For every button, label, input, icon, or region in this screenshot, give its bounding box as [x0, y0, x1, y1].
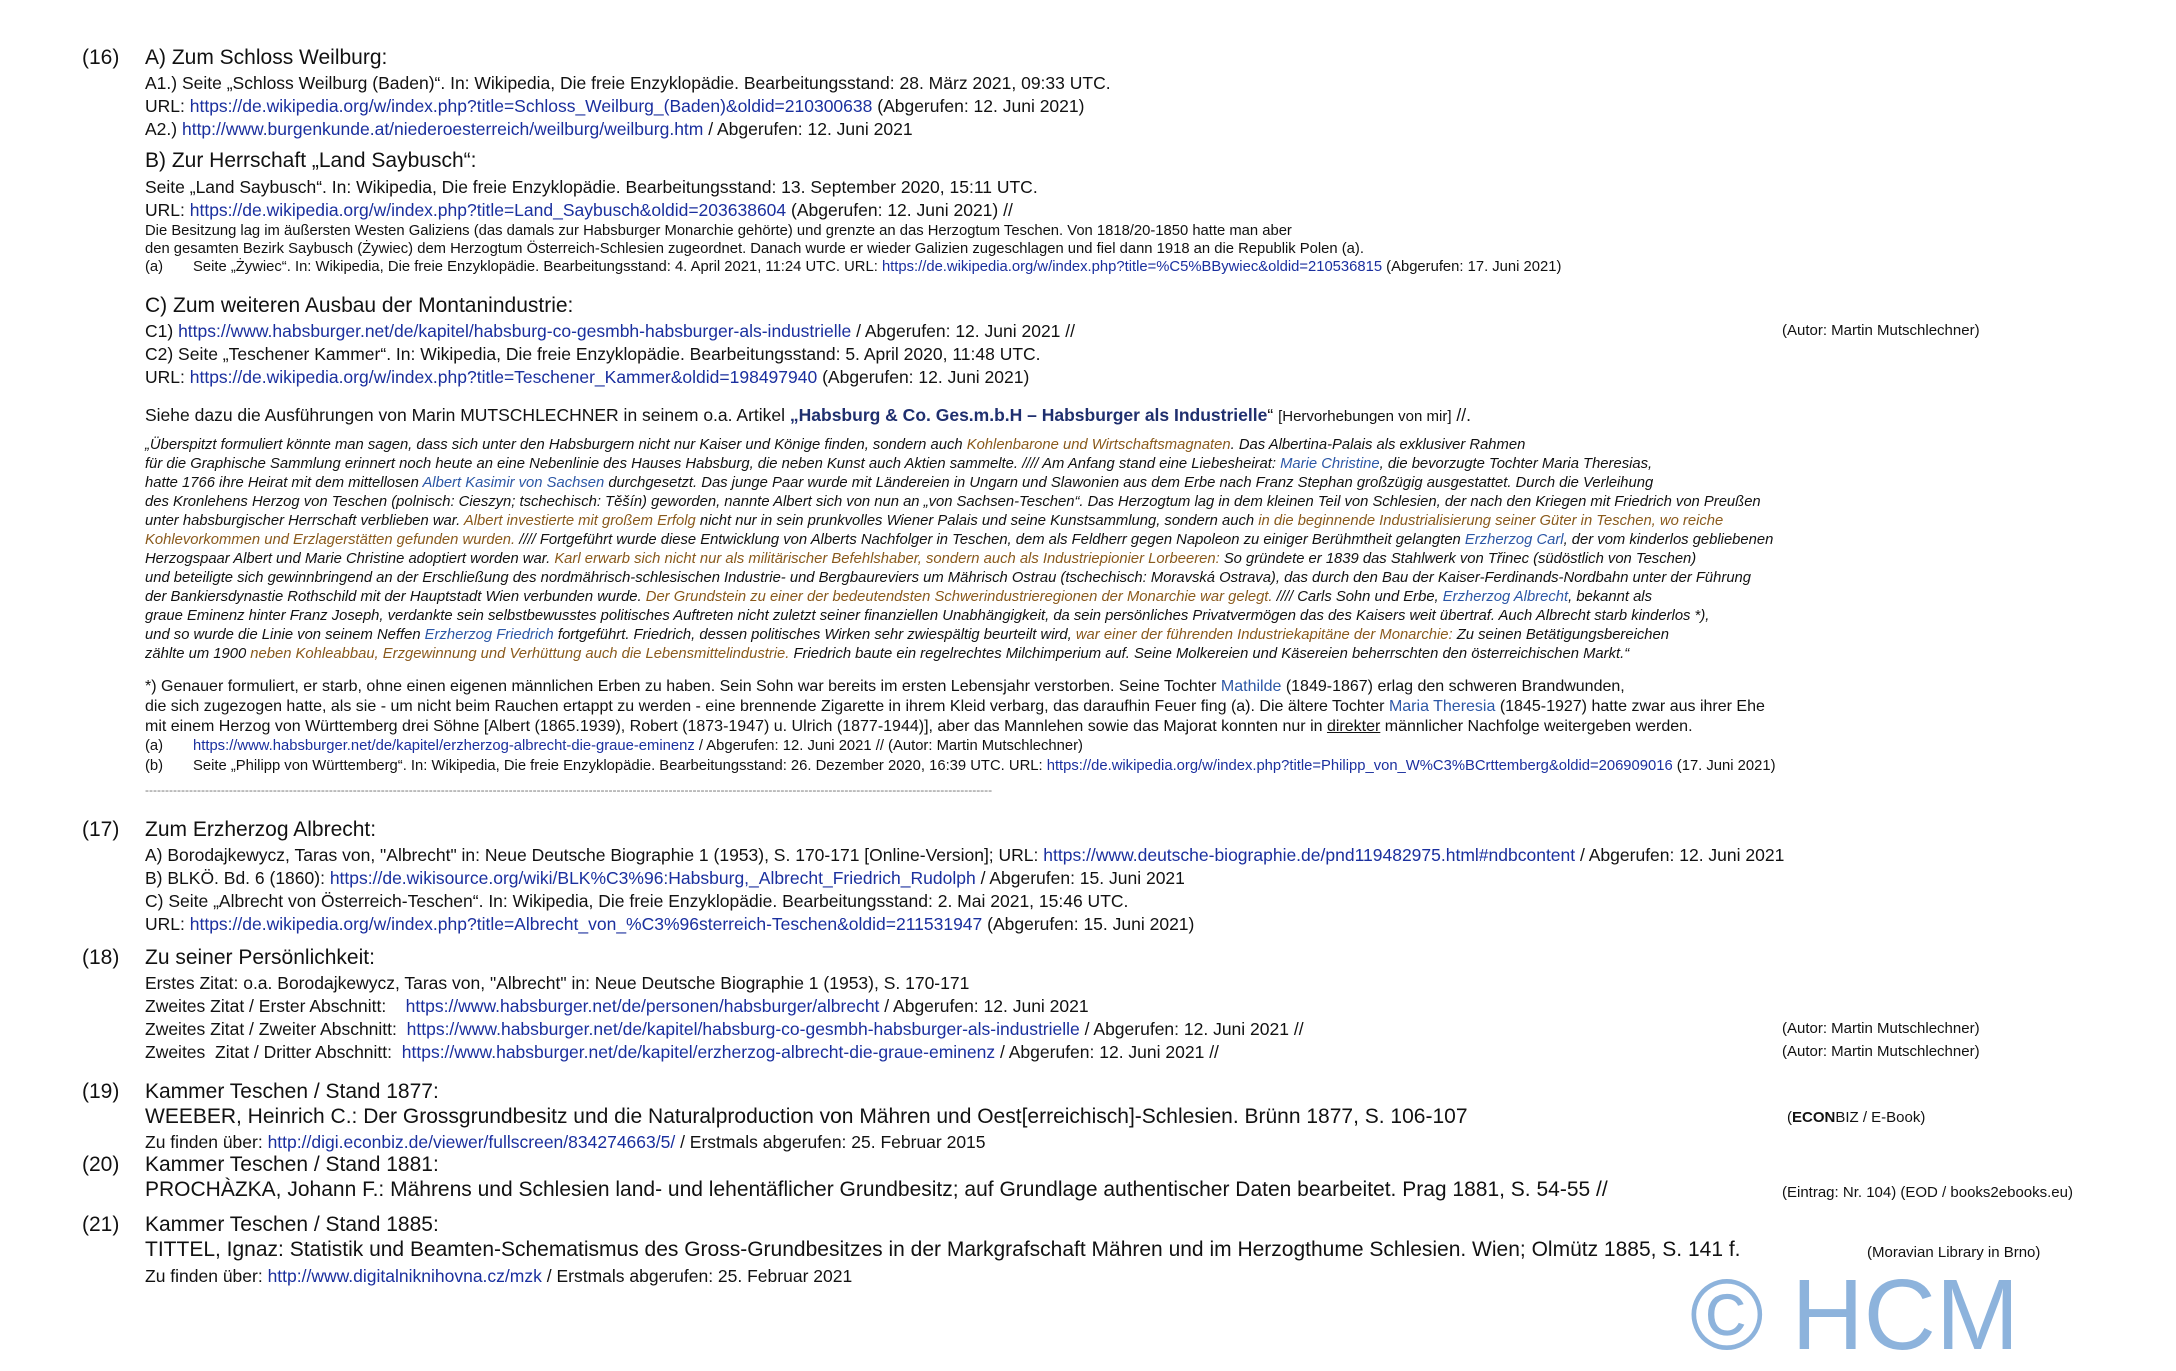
citation-line: [145, 176, 1038, 198]
highlight-text: Kohlevorkommen und Erzlagerstätten gefunden wurden.: [145, 532, 516, 548]
author-credit: (Autor: Martin Mutschlechner): [1782, 1043, 1980, 1060]
highlight-text: in die beginnende Industrialisierung seiner Güter in Teschen, wo reiche: [1258, 513, 1724, 529]
person-name: Marie Christine: [1280, 456, 1380, 472]
separator: //.: [1451, 405, 1471, 425]
url-label: URL:: [145, 96, 190, 116]
quote-text: hatte 1766 ihre Heirat mit dem mittellosen: [145, 475, 423, 491]
ref-label: (a): [145, 259, 164, 275]
quote-line: [145, 588, 1652, 607]
deutsche-biographie-link[interactable]: https://www.deutsche-biographie.de/pnd119482975.html#ndbcontent: [1043, 845, 1576, 865]
citation-line: [145, 343, 1041, 365]
digitalniknihovna-link[interactable]: http://www.digitalniknihovna.cz/mzk: [267, 1266, 542, 1286]
wikipedia-link[interactable]: https://de.wikipedia.org/w/index.php?title=Albrecht_von_%C3%96sterreich-Teschen&oldid=211531947: [189, 914, 983, 934]
note-heading: A) Zum Schloss Weilburg:: [145, 46, 388, 69]
citation-text: Seite „Land Saybusch“. In: Wikipedia, Die freie Enzyklopädie. Bearbeitungsstand: 13. September 2020, 15:11 UTC.: [145, 177, 1038, 197]
item-label: C1): [145, 321, 179, 341]
note-number: (18): [82, 946, 120, 969]
intro-text: Siehe dazu die Ausführungen von Marin MUTSCHLECHNER in seinem o.a. Artikel: [145, 405, 790, 425]
highlight-text: Kohlenbarone und Wirtschaftsmagnaten: [966, 437, 1231, 453]
citation-line: PROCHÀZKA, Johann F.: Mährens und Schlesien land- und lehentäflicher Grundbesitz; auf Grundlage authentischer Daten bearbeitet. Prag 1881, S. 54-55 //: [145, 1178, 1608, 1201]
footnote-reference: [145, 757, 1776, 775]
person-name: Maria Theresia: [1388, 698, 1496, 715]
retrieval-date: / Abgerufen: 12. Juni 2021 //: [995, 1042, 1219, 1062]
citation-text: A) Borodajkewycz, Taras von, "Albrecht" in: Neue Deutsche Biographie 1 (1953), S. 170-171 [Online-Version]; URL:: [145, 845, 1044, 865]
highlight-text: Der Grundstein zu einer der bedeutendsten Schwerindustrieregionen der Monarchie war gelegt.: [645, 589, 1273, 605]
quote-text: und so wurde die Linie von seinem Neffen: [145, 627, 425, 643]
body-text: den gesamten Bezirk Saybusch (Żywiec) dem Herzogtum Österreich-Schlesien zugeordnet. Danach wurde er wieder Galizien zugeschlagen und fiel dann 1918 an die Republik Polen (a).: [145, 241, 1364, 257]
quote-text: Zu seinen Betätigungsbereichen: [1452, 627, 1669, 643]
citation-line: [145, 1041, 1219, 1063]
econbiz-link[interactable]: http://digi.econbiz.de/viewer/fullscreen/834274663/5/: [267, 1132, 676, 1152]
highlight-text: Karl erwarb sich nicht nur als militärischer Befehlshaber, sondern auch als Industriepionier Lorbeeren:: [554, 551, 1220, 567]
quote-text: , bekannt als: [1568, 589, 1652, 605]
note-heading: Kammer Teschen / Stand 1877:: [145, 1080, 439, 1103]
quote-text: für die Graphische Sammlung erinnert noch heute an eine Nebenlinie des Hauses Habsburg, die neben Kunst auch Aktien sammelte. //// Am Anfang stand eine Liebesheirat:: [145, 456, 1281, 472]
burgenkunde-link[interactable]: http://www.burgenkunde.at/niederoesterreich/weilburg/weilburg.htm: [181, 119, 704, 139]
quote-mark: “: [1267, 405, 1279, 425]
note-number: (17): [82, 818, 120, 841]
url-line: [145, 913, 1194, 935]
retrieval-date: / Erstmals abgerufen: 25. Februar 2015: [675, 1132, 986, 1152]
footnote-text: mit einem Herzog von Württemberg drei Söhne [Albert (1865.1939), Robert (1873-1947) u. Ulrich (1877-1944)], aber das Mannlehen sowie das Majorat konnten nur in: [145, 718, 1327, 735]
source-brand: ECON: [1792, 1109, 1836, 1126]
body-text: Die Besitzung lag im äußersten Westen Galiziens (das damals zur Habsburger Monarchie gehörte) und grenzte an das Herzogtum Teschen. Von 1818/20-1850 hatte man aber: [145, 223, 1292, 239]
note-number: (20): [82, 1153, 120, 1176]
citation-line: [145, 1018, 1304, 1040]
note-number: (19): [82, 1080, 120, 1103]
person-name: Erzherzog Friedrich: [424, 627, 554, 643]
quote-text: der Bankiersdynastie Rothschild mit der Hauptstadt Wien verbunden wurde.: [145, 589, 646, 605]
source-text: BIZ / E-Book): [1835, 1109, 1926, 1126]
quote-line: [145, 512, 1723, 531]
url-line: [145, 95, 1084, 117]
underlined-word: direkter: [1326, 718, 1381, 735]
wikisource-link[interactable]: https://de.wikisource.org/wiki/BLK%C3%96:Habsburg,_Albrecht_Friedrich_Rudolph: [329, 868, 976, 888]
quote-text: //// Carls Sohn und Erbe,: [1272, 589, 1443, 605]
url-label: URL:: [145, 367, 190, 387]
citation-text: Zweites Zitat / Zweiter Abschnitt:: [145, 1019, 407, 1039]
quote-line: des Kronlehens Herzog von Teschen (polnisch: Cieszyn; tschechisch: Těšín) geworden, nannte Albert sich von nun an „von Sachsen-Teschen“. Das Herzogtum lag in dem kleinen Teil von Schlesien, der nach den Kriegen mit Friedrich von Preußen: [145, 494, 1761, 510]
quote-line: graue Eminenz hinter Franz Joseph, verdankte sein selbstbewusstes politisches Auftreten nicht zuletzt seiner finanziellen Unabhängigkeit, da sein persönliches Privatvermögen das des Kaisers weit übertraf. Auch Albrecht starb kinderlos *),: [145, 608, 1710, 624]
item-label: A2.): [145, 119, 182, 139]
person-name: Albert Kasimir von Sachsen: [422, 475, 605, 491]
citation-text: A1.) Seite „Schloss Weilburg (Baden)“. In: Wikipedia, Die freie Enzyklopädie. Bearbeitungsstand: 28. März 2021, 09:33 UTC.: [145, 73, 1111, 93]
url-line: [145, 320, 1075, 342]
note-heading: Zum Erzherzog Albrecht:: [145, 818, 377, 841]
wikipedia-link[interactable]: https://de.wikipedia.org/w/index.php?title=Teschener_Kammer&oldid=198497940: [189, 367, 818, 387]
quote-text: //// Fortgeführt wurde diese Entwicklung von Alberts Nachfolger in Teschen, dem als Feldherr gegen Napoleon zu einiger Berühmtheit gelangten: [515, 532, 1465, 548]
highlight-text: Albert investierte mit großem Erfolg: [463, 513, 696, 529]
quote-line: [145, 645, 1629, 664]
person-name: Erzherzog Carl: [1464, 532, 1564, 548]
url-line: [145, 366, 1029, 388]
wikipedia-link[interactable]: https://de.wikipedia.org/w/index.php?title=%C5%BBywiec&oldid=210536815: [881, 259, 1383, 275]
citation-text: B) BLKÖ. Bd. 6 (1860):: [145, 868, 330, 888]
url-label: Zu finden über:: [145, 1132, 268, 1152]
source-label: (Moravian Library in Brno): [1867, 1244, 2041, 1261]
habsburger-link[interactable]: https://www.habsburger.net/de/personen/habsburger/albrecht: [405, 996, 880, 1016]
habsburger-link[interactable]: https://www.habsburger.net/de/kapitel/habsburg-co-gesmbh-habsburger-als-industrielle: [406, 1019, 1080, 1039]
section-heading: C) Zum weiteren Ausbau der Montanindustrie:: [145, 294, 574, 317]
quote-line: [145, 436, 1525, 455]
citation-line: C) Seite „Albrecht von Österreich-Teschen“. In: Wikipedia, Die freie Enzyklopädie. Bearbeitungsstand: 2. Mai 2021, 15:46 UTC.: [145, 891, 1129, 911]
section-heading: B) Zur Herrschaft „Land Saybusch“:: [145, 149, 477, 172]
quote-line: [145, 474, 1653, 493]
citation-text: C2) Seite „Teschener Kammer“. In: Wikipedia, Die freie Enzyklopädie. Bearbeitungsstand: 5. April 2020, 11:48 UTC.: [145, 344, 1041, 364]
retrieval-date: (17. Juni 2021): [1672, 758, 1776, 774]
quote-line: [145, 531, 1773, 550]
note-number: (16): [82, 46, 120, 69]
quote-text: , die bevorzugte Tochter Maria Theresias,: [1379, 456, 1653, 472]
footnote-line: [145, 716, 1693, 738]
quote-line: und beteiligte sich gewinnbringend an der Erschließung des nordmährisch-schlesischen Industrie- und Bergbaureviers um Mährisch Ostrau (tschechisch: Moravská Ostrava), das durch den Bau der Kaiser-Ferdinands-Nordbahn unter der Führung: [145, 570, 1752, 586]
wikipedia-link[interactable]: https://de.wikipedia.org/w/index.php?title=Land_Saybusch&oldid=203638604: [189, 200, 787, 220]
citation-text: Zweites Zitat / Erster Abschnitt:: [145, 996, 406, 1016]
citation-text: Zweites Zitat / Dritter Abschnitt:: [145, 1042, 402, 1062]
ref-text: Seite „Philipp von Württemberg“. In: Wikipedia, Die freie Enzyklopädie. Bearbeitungsstand: 26. Dezember 2020, 16:39 UTC. URL:: [193, 758, 1047, 774]
quote-text: Herzogspaar Albert und Marie Christine adoptiert worden war.: [145, 551, 555, 567]
ref-label: (b): [145, 758, 164, 774]
url-label: URL:: [145, 200, 190, 220]
retrieval-date: / Erstmals abgerufen: 25. Februar 2021: [541, 1266, 853, 1286]
footnote-text: (1849-1867) erlag den schweren Brandwunden,: [1281, 678, 1625, 695]
url-line: [145, 1265, 852, 1287]
source-text: (: [1787, 1109, 1792, 1126]
ref-text: Seite „Żywiec“. In: Wikipedia, Die freie Enzyklopädie. Bearbeitungsstand: 4. April 2021, 11:24 UTC. URL:: [193, 259, 882, 275]
author-credit: (Autor: Martin Mutschlechner): [1782, 1020, 1980, 1037]
habsburger-link[interactable]: https://www.habsburger.net/de/kapitel/habsburg-co-gesmbh-habsburger-als-industrielle: [178, 321, 852, 341]
retrieval-date: (Abgerufen: 17. Juni 2021): [1382, 259, 1562, 275]
citation-line: [145, 844, 1784, 866]
retrieval-date: / Abgerufen: 12. Juni 2021 //: [1079, 1019, 1304, 1039]
url-line: [145, 1131, 986, 1153]
retrieval-date: (Abgerufen: 12. Juni 2021) //: [786, 200, 1013, 220]
retrieval-date: / Abgerufen: 12. Juni 2021: [1575, 845, 1785, 865]
ref-label: (a): [145, 738, 164, 754]
quote-text: Friedrich baute ein regelrechtes Milchimperium auf. Seine Molkereien und Käsereien beherrschten den österreichischen Markt.“: [789, 646, 1630, 662]
retrieval-date: / Abgerufen: 12. Juni 2021: [879, 996, 1089, 1016]
quote-text: nicht nur in sein prunkvolles Wiener Palais und seine Kunstsammlung, sondern auch: [695, 513, 1259, 529]
citation-line: Erstes Zitat: o.a. Borodajkewycz, Taras von, "Albrecht" in: Neue Deutsche Biographie 1 (1953), S. 170-171: [145, 973, 970, 993]
note-heading: Zu seiner Persönlichkeit:: [145, 946, 375, 969]
quote-line: [145, 455, 1652, 474]
footnote-text: männlicher Nachfolge weitergeben werden.: [1380, 718, 1693, 735]
retrieval-date: / Abgerufen: 15. Juni 2021: [975, 868, 1185, 888]
quote-text: durchgesetzt. Das junge Paar wurde mit Ländereien in Ungarn und Slawonien aus dem Erbe nach Franz Stephan großzügig ausgestattet. Durch die Verleihung: [604, 475, 1654, 491]
retrieval-date: (Abgerufen: 15. Juni 2021): [982, 914, 1195, 934]
retrieval-date: / Abgerufen: 12. Juni 2021: [703, 119, 913, 139]
intro-line: [145, 404, 1471, 428]
article-title: „Habsburg & Co. Ges.m.b.H – Habsburger als Industrielle: [789, 405, 1268, 425]
wikipedia-link[interactable]: https://de.wikipedia.org/w/index.php?title=Philipp_von_W%C3%BCrttemberg&oldid=206909016: [1046, 758, 1673, 774]
habsburger-link[interactable]: https://www.habsburger.net/de/kapitel/erzherzog-albrecht-die-graue-eminenz: [193, 738, 695, 754]
citation-line: [145, 72, 1111, 94]
habsburger-link[interactable]: https://www.habsburger.net/de/kapitel/erzherzog-albrecht-die-graue-eminenz: [401, 1042, 996, 1062]
source-label: (Eintrag: Nr. 104) (EOD / books2ebooks.eu): [1782, 1184, 2073, 1201]
retrieval-date: (Abgerufen: 12. Juni 2021): [817, 367, 1030, 387]
citation-line: WEEBER, Heinrich C.: Der Grossgrundbesitz und die Naturalproduction von Mähren und Oest[erreichisch]-Schlesien. Brünn 1877, S. 106-107: [145, 1105, 1468, 1128]
note-heading: Kammer Teschen / Stand 1885:: [145, 1213, 439, 1236]
footnote-line: [145, 696, 1765, 718]
citation-line: TITTEL, Ignaz: Statistik und Beamten-Schematismus des Gross-Grundbesitzes in der Markgrafschaft Mähren und im Herzogthume Schlesien. Wien; Olmütz 1885, S. 141 f.: [145, 1238, 1741, 1261]
quote-text: unter habsburgischer Herrschaft verblieben war.: [145, 513, 464, 529]
wikipedia-link[interactable]: https://de.wikipedia.org/w/index.php?title=Schloss_Weilburg_(Baden)&oldid=210300638: [189, 96, 873, 116]
footnote-text: die sich zugezogen hatte, als sie - um nicht beim Rauchen ertappt zu werden - eine brennende Zigarette in ihrem Kleid verbarg, das daraufhin Feuer fing (a). Die ältere Tochter: [145, 698, 1389, 715]
copyright-watermark: © HCM: [1690, 1259, 2020, 1371]
emphasis-note: [Hervorhebungen von mir]: [1278, 408, 1452, 425]
url-line: [145, 199, 1013, 221]
url-label: Zu finden über:: [145, 1266, 268, 1286]
url-line: [145, 118, 913, 140]
note-heading: Kammer Teschen / Stand 1881:: [145, 1153, 439, 1176]
person-name: Erzherzog Albrecht: [1442, 589, 1569, 605]
quote-line: [145, 550, 1696, 569]
divider: --------------------------------------------------------------------------------------------------------------------------------------------------------------------------------------------------------------------: [145, 783, 993, 797]
quote-text: „Überspitzt formuliert könnte man sagen, dass sich unter den Habsburgern nicht nur Kaiser und Könige finden, sondern auch: [145, 437, 967, 453]
footnote-text: (1845-1927) hatte zwar aus ihrer Ehe: [1495, 698, 1765, 715]
person-name: Mathilde: [1220, 678, 1282, 695]
footnote-text: *) Genauer formuliert, er starb, ohne einen eigenen männlichen Erben zu haben. Sein Sohn war bereits im ersten Lebensjahr verstorben. Seine Tochter: [145, 678, 1221, 695]
citation-line: [145, 867, 1185, 889]
quote-text: , der vom kinderlos gebliebenen: [1563, 532, 1774, 548]
quote-text: fortgeführt. Friedrich, dessen politisches Wirken sehr zwiespältig beurteilt wird,: [553, 627, 1076, 643]
quote-text: So gründete er 1839 das Stahlwerk von Třinec (südöstlich von Teschen): [1219, 551, 1697, 567]
citation-line: [145, 995, 1089, 1017]
url-label: URL:: [145, 914, 190, 934]
quote-text: . Das Albertina-Palais als exklusiver Rahmen: [1230, 437, 1526, 453]
source-label: [1787, 1109, 1925, 1126]
footnote-line: [145, 676, 1625, 698]
retrieval-date: (Abgerufen: 12. Juni 2021): [872, 96, 1085, 116]
author-credit: (Autor: Martin Mutschlechner): [1782, 322, 1980, 339]
retrieval-date: / Abgerufen: 12. Juni 2021 //: [851, 321, 1075, 341]
highlight-text: war einer der führenden Industriekapitäne der Monarchie:: [1075, 627, 1453, 643]
highlight-text: neben Kohleabbau, Erzgewinnung und Verhüttung auch die Lebensmittelindustrie.: [250, 646, 790, 662]
note-number: (21): [82, 1213, 120, 1236]
quote-line: [145, 626, 1669, 645]
footnote-reference: [145, 737, 1083, 755]
reference-line: [145, 258, 1561, 276]
quote-text: zählte um 1900: [145, 646, 251, 662]
retrieval-date: / Abgerufen: 12. Juni 2021 // (Autor: Martin Mutschlechner): [694, 738, 1083, 754]
